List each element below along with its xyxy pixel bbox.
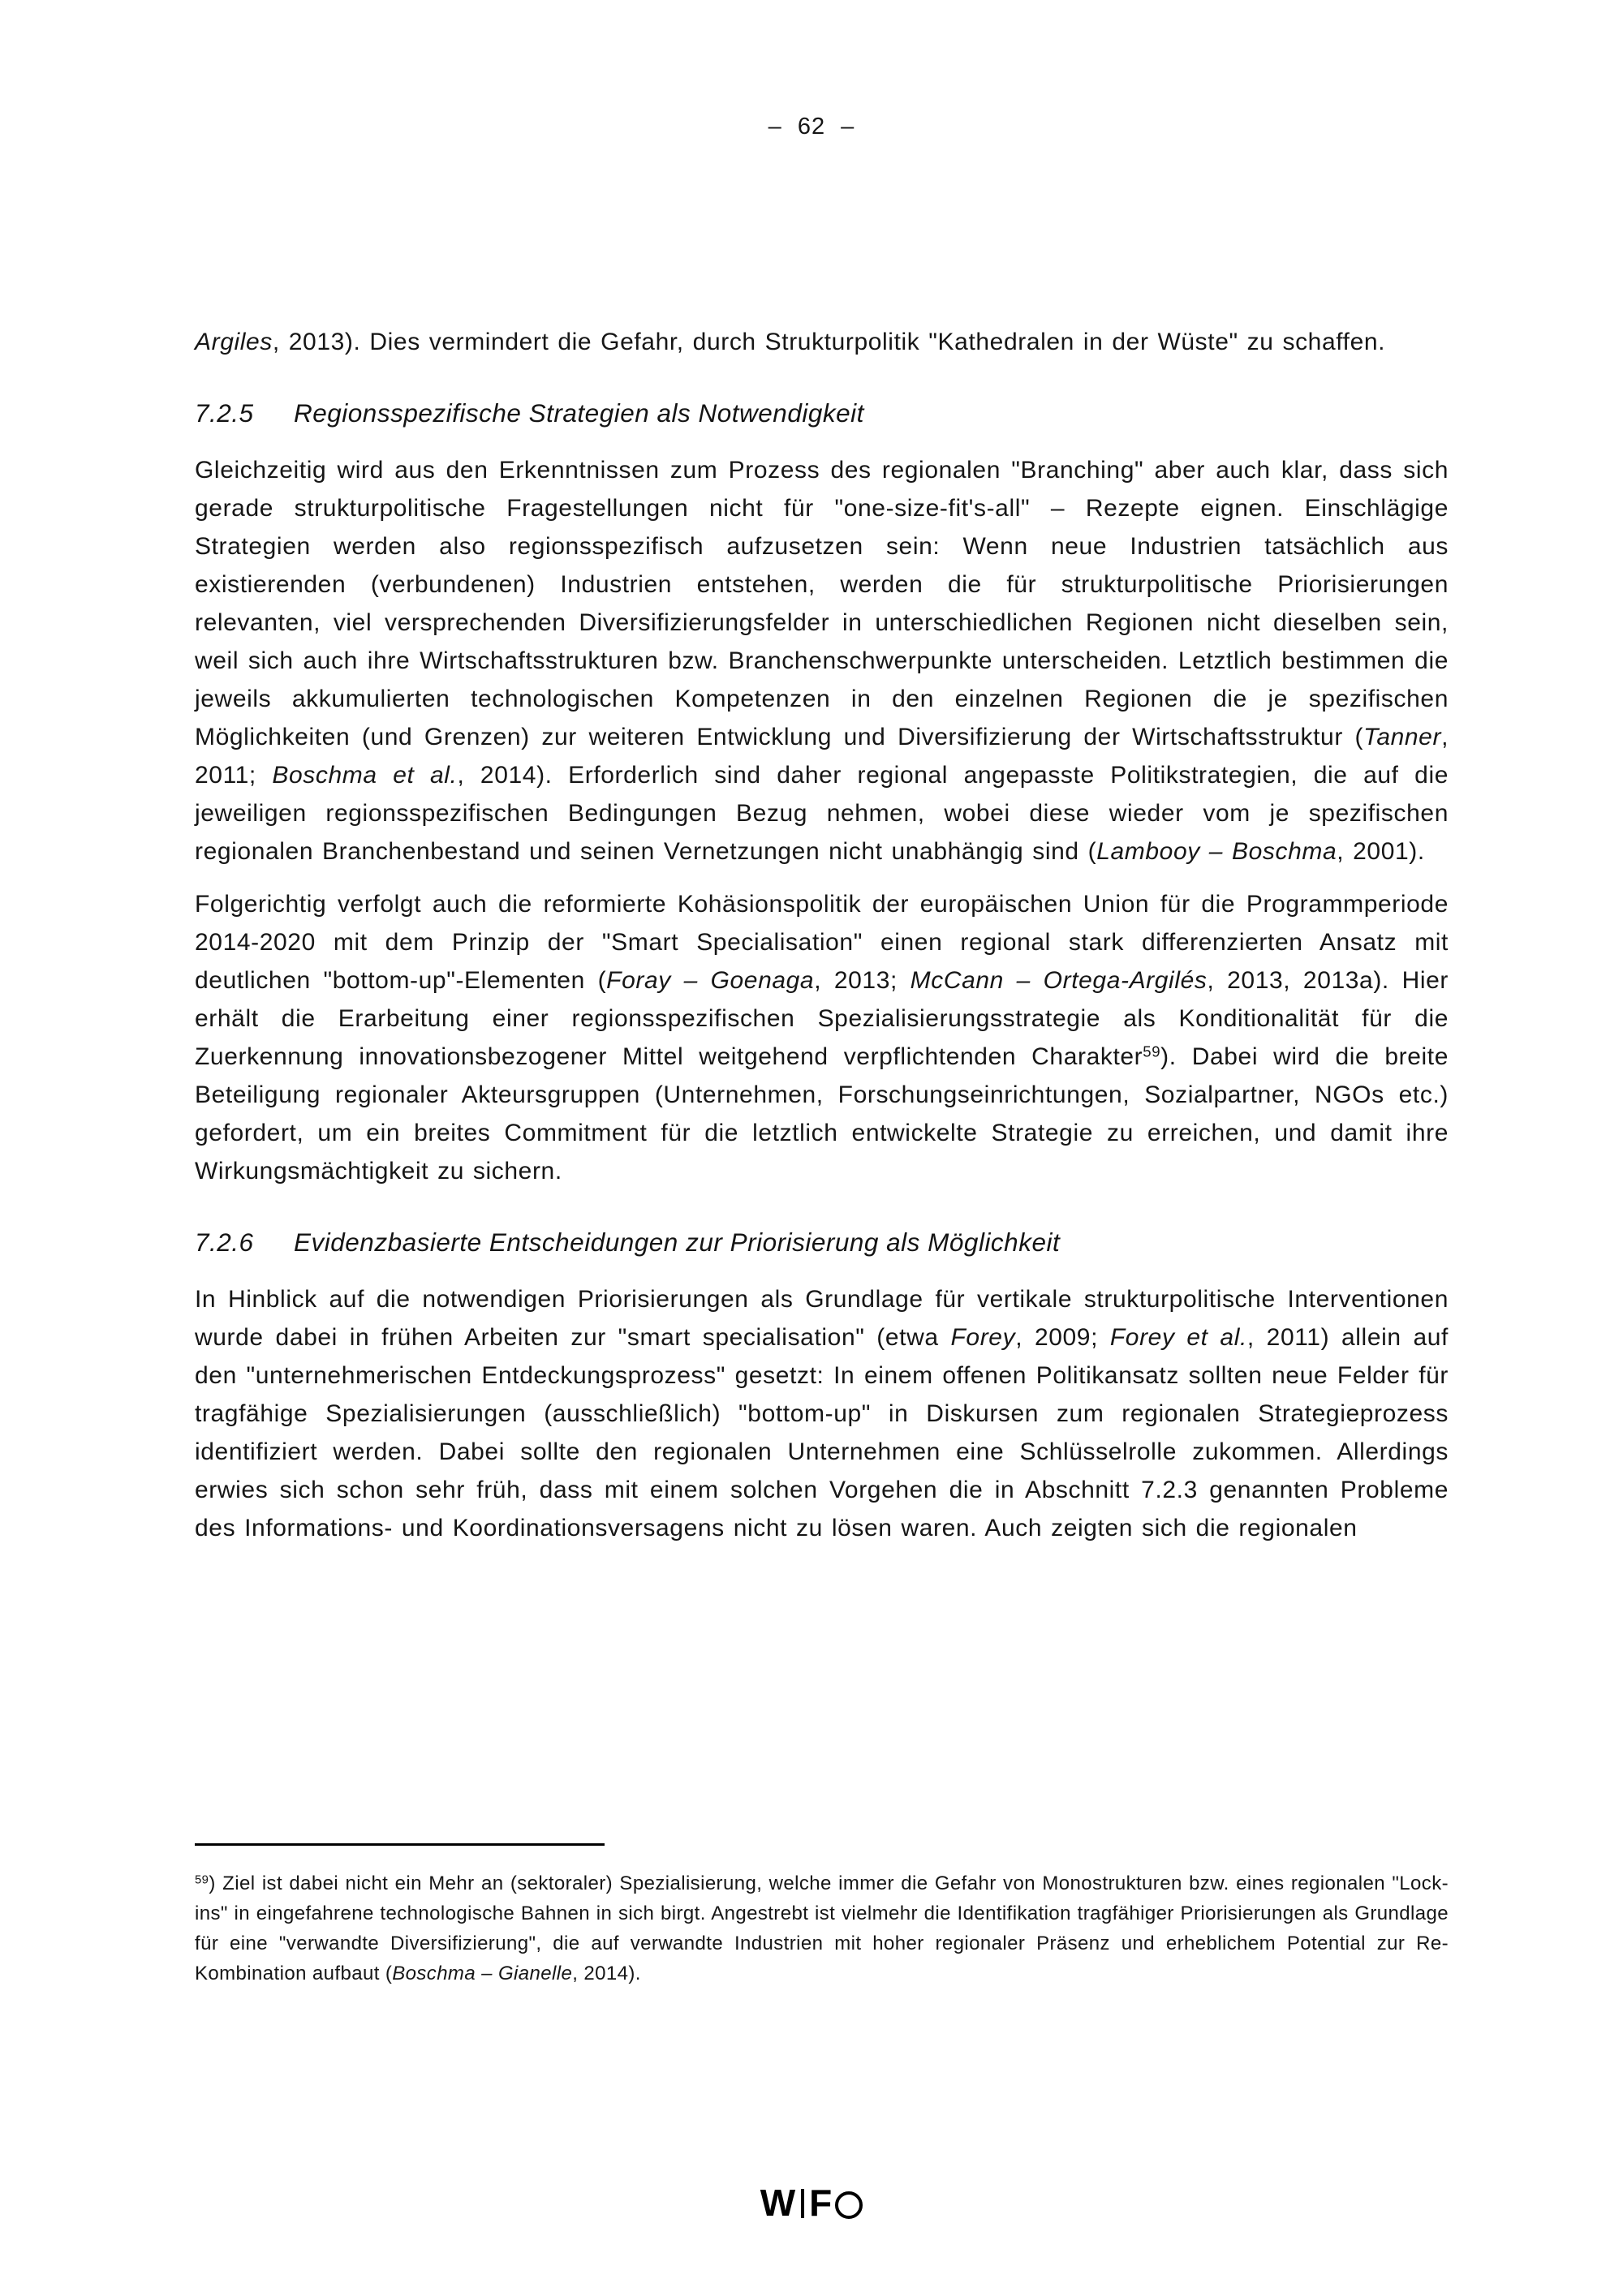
wifo-i-bar xyxy=(801,2189,804,2218)
footnote-separator-rule xyxy=(195,1843,605,1846)
wifo-logo xyxy=(0,2181,1623,2225)
page-content xyxy=(195,323,1449,1562)
paragraph-priorisierungen: In Hinblick auf die notwendigen Priorisierungen als Grundlage für vertikale strukturpolitische Interventionen wurde dabei in frühen Arbeiten zur "smart specialisation" (etwa Forey, 2009; Forey et al., 2011) allein auf den "unternehmerischen Entdeckungsprozess" gesetzt: In einem offenen Politikansatz sollten neue Felder für tragfähige Spezialisierungen (ausschließlich) "bottom-up" in Diskursen zum regionalen Strategieprozess identifiziert werden. Dabei sollte den regionalen Unternehmen eine Schlüsselrolle zukommen. Allerdings erwies sich schon sehr früh, dass mit einem solchen Vorgehen die in Abschnitt 7.2.3 genannten Probleme des Informations- und Koordinationsversagens nicht zu lösen waren. Auch zeigten sich die regionalen xyxy=(195,1286,1449,1541)
page-number: – 62 – xyxy=(768,114,855,140)
heading-7-2-5-number: 7.2.5 xyxy=(195,398,254,428)
heading-7-2-6 xyxy=(195,1228,1449,1258)
paragraph-intro: Argiles, 2013). Dies vermindert die Gefahr, durch Strukturpolitik "Kathedralen in der Wüste" zu schaffen. xyxy=(195,329,1386,355)
wifo-letter-f: F xyxy=(809,2182,833,2224)
paragraph-kohaesionspolitik: Folgerichtig verfolgt auch die reformierte Kohäsionspolitik der europäischen Union für die Programmperiode 2014-2020 mit dem Prinzip der "Smart Specialisation" einen regional stark differenzierten Ansatz mit deutlichen "bottom-up"-Elementen (Foray – Goenaga, 2013; McCann – Ortega-Argilés, 2013, 2013a). Hier erhält die Erarbeitung einer regionsspezifischen Spezialisierungsstrategie als Konditionalität für die Zuerkennung innovationsbezogener Mittel weitgehend verpflichtenden Charakter$^{59}$). Dabei wird die breite Beteiligung regionaler Akteursgruppen (Unternehmen, Forschungseinrichtungen, Sozialpartner, NGOs etc.) gefordert, um ein breites Commitment für die letztlich entwickelte Strategie zu erreichen, und damit ihre Wirkungsmächtigkeit zu sichern. xyxy=(195,891,1449,1185)
heading-7-2-6-number: 7.2.6 xyxy=(195,1228,254,1257)
wifo-o-circle-icon xyxy=(835,2191,863,2219)
footnote-59: $^{59}$) Ziel ist dabei nicht ein Mehr an (sektoraler) Spezialisierung, welche immer die Gefahr von Monostrukturen bzw. eines regionalen "Lock-ins" in eingefahrene technologische Bahnen in sich birgt. Angestrebt ist vielmehr die Identifikation tragfähiger Priorisierungen als Grundlage für eine "verwandte Diversifizierung", die auf verwandte Industrien mit hoher regionaler Präsenz und erheblichem Potential zur Re-Kombination aufbaut (Boschma – Gianelle, 2014). xyxy=(195,1872,1449,1984)
heading-7-2-5-title: Regionsspezifische Strategien als Notwendigkeit xyxy=(294,398,864,428)
heading-7-2-6-title: Evidenzbasierte Entscheidungen zur Priorisierung als Möglichkeit xyxy=(294,1228,1061,1257)
heading-7-2-5 xyxy=(195,398,1449,428)
footnote-area xyxy=(195,1843,1449,1989)
wifo-letter-w: W xyxy=(760,2182,796,2224)
paragraph-branching: Gleichzeitig wird aus den Erkenntnissen zum Prozess des regionalen "Branching" aber auch klar, dass sich gerade strukturpolitische Fragestellungen nicht für "one-size-fit's-all" – Rezepte eignen. Einschlägige Strategien werden also regionsspezifisch aufzusetzen sein: Wenn neue Industrien tatsächlich aus existierenden (verbundenen) Industrien entstehen, werden die für strukturpolitische Priorisierungen relevanten, viel versprechenden Diversifizierungsfelder in unterschiedlichen Regionen nicht dieselben sein, weil sich auch ihre Wirtschaftsstrukturen bzw. Branchenschwerpunkte unterscheiden. Letztlich bestimmen die jeweils akkumulierten technologischen Kompetenzen in den einzelnen Regionen die je spezifischen Möglichkeiten (und Grenzen) zur weiteren Entwicklung und Diversifizierung der Wirtschaftsstruktur (Tanner, 2011; Boschma et al., 2014). Erforderlich sind daher regional angepasste Politikstrategien, die auf die jeweiligen regionsspezifischen Bedingungen Bezug nehmen, wobei diese wieder vom je spezifischen regionalen Branchenbestand und seinen Vernetzungen nicht unabhängig sind (Lambooy – Boschma, 2001). xyxy=(195,457,1449,865)
